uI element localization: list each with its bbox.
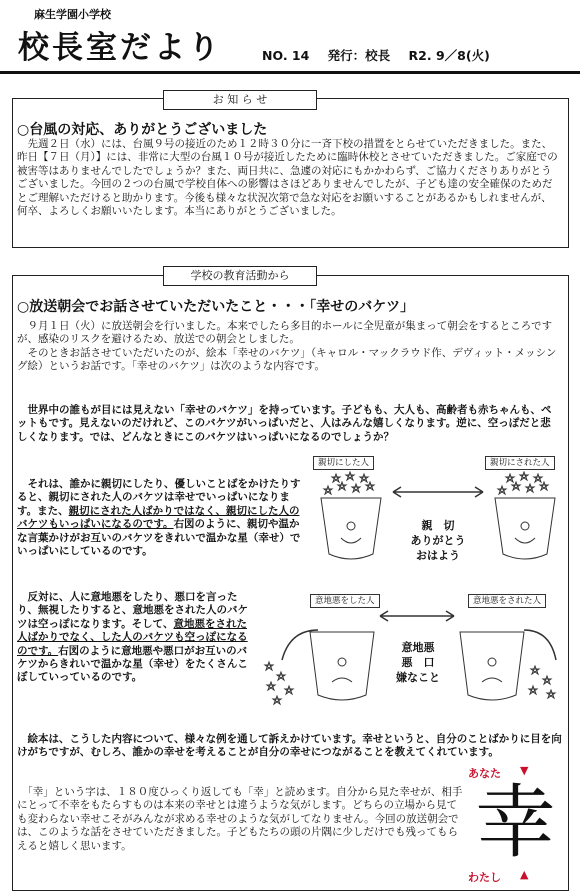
star-pile-left: [324, 472, 374, 494]
top-label: あなた: [468, 767, 501, 780]
smile-face-right: [521, 522, 529, 530]
frown-left: [332, 678, 352, 682]
activity-label: 学校の教育活動から: [163, 266, 317, 286]
notice-heading: ○台風の対応、ありがとうございました: [17, 122, 268, 138]
full-bucket-left: [321, 498, 381, 559]
story-paragraph-3: [17, 591, 257, 685]
notice-label: お 知 ら せ: [163, 90, 317, 110]
story3-text-b: 右図のように意地悪や悪口がお互いのバケツからきれいで温かな星（幸せ）をたくさんこぼしていっているのです。: [17, 644, 248, 684]
double-arrow: [393, 487, 483, 497]
closing-paragraph: 「幸」という字は、１８０度ひっくり返しても「幸」と読めます。自分から見た幸せが、相手にとって不幸をもたらすものは本来の幸せとは違うような気がします。どちらの立場から見ても変わらない幸せこそがみんなが求める幸せのような気がしてなりません。今回の放送朝会では、このような話をさせていただきました。子どもたちの頭の片隅に少しだけでも残ってもらえると嬉しく思います。: [17, 786, 463, 852]
full-bucket-right: [495, 498, 555, 559]
meanness-word-2: 悪 口: [401, 656, 435, 669]
meanness-word-3: 嫌なこと: [396, 671, 440, 684]
sad-face-left: [338, 658, 346, 666]
kanji-character: 幸: [475, 776, 556, 869]
sad-face-right: [488, 658, 496, 666]
newsletter-title: 校長室だより: [18, 30, 222, 66]
smile-face-left: [347, 522, 355, 530]
publisher: 発行：校長: [327, 48, 391, 63]
story3-text-a: 反対に、人に意地悪をしたり、悪口を言ったり、無視したりすると、意地悪をされた人のバケツは空っぽになります。そして、: [17, 591, 248, 630]
kindness-word-1: 親 切: [421, 519, 455, 532]
spilled-stars-left: [265, 662, 293, 704]
bottom-label: わたし: [468, 871, 501, 884]
activity-heading: ○放送朝会でお話させていただいたこと・・・「幸せのバケツ」: [17, 299, 415, 315]
kindness-giver-label: 親切にした人: [313, 456, 374, 470]
kindness-word-3: おはよう: [416, 549, 460, 562]
story2-underlined: 親切にされた人ばかりではなく、親切にした人のバケツもいっぱいになるのです。: [17, 504, 300, 531]
issue-info: [262, 46, 504, 64]
kindness-figure: [313, 456, 563, 582]
school-name: 麻生学園小学校: [34, 8, 111, 21]
spill-arrow-right: [524, 630, 556, 660]
meanness-receiver-label: 意地悪をされた人: [468, 594, 546, 608]
activity-intro: ９月１日（火）に放送朝会を行いました。本来でしたら多目的ホールに全児童が集まって朝会をするところですが、感染のリスクを避けるため、放送での朝会としました。 そのときお話させていただいたのが、絵本「幸せのバケツ」（キャロル・マックラウド作、デヴィット・メッシング絵）というお話です。「幸せのバケツ」は次のような内容です。: [17, 320, 557, 373]
meanness-doer-label: 意地悪をした人: [310, 594, 380, 608]
header-rule: [0, 71, 580, 74]
story3-underlined: 意地悪をされた人ばかりでなく、した人のバケツも空っぽになるのです。: [17, 617, 248, 657]
issue-number: NO. 14: [262, 48, 310, 63]
kindness-receiver-label: 親切にされた人: [485, 456, 555, 470]
story2-text-a: それは、誰かに親切にしたり、優しいことばをかけたりすると、親切にされた人のバケツは幸せでいっぱいになります。また、: [17, 478, 301, 517]
kanji-figure: [468, 765, 563, 885]
kindness-word-2: ありがとう: [410, 534, 466, 547]
down-arrow-icon: ▼: [520, 764, 529, 777]
meanness-words: [378, 640, 458, 685]
smile-left: [341, 538, 361, 543]
story-paragraph-1: 世界中の誰もが目には見えない「幸せのバケツ」を持っています。子どもも、大人も、高齢者も赤ちゃんも、ペットもです。見えないのだけれど、このバケツがいっぱいだと、人はみんな嬉しくなります。逆に、空っぽだと悲しくなります。では、どんなときにこのバケツはいっぱいになるのでしょうか？: [17, 404, 552, 443]
issue-date: R2. 9／8(火): [408, 48, 490, 63]
up-arrow-icon: ▲: [520, 868, 529, 881]
notice-body: 先週２日（水）には、台風９号の接近のため１２時３０分に一斉下校の措置をとらせていただきました。また、昨日【７日（月）】には、非常に大型の台風１０号が接近したために臨時休校とさせていただきました。ご家庭での被害等はありませんでしたでしょうか？また、両日共に、急遽の対応にもかかわらず、ご協力くださりありがとうございました。今回の２つの台風で学校自体への影響はさほどありませんでしたが、子ども達の安全確保のためだとご理解いただけると助かります。今後も様々な状況次第で急な対応をお願いすることがあるかもしれませんが、何卒、よろしくお願いいたします。本当にありがとうございました。: [17, 138, 558, 218]
meanness-word-1: 意地悪: [401, 641, 435, 654]
star-pile-right: [498, 472, 548, 494]
frown-right: [482, 678, 502, 682]
double-arrow: [380, 611, 454, 621]
conclusion-paragraph: 絵本は、こうした内容について、様々な例を通して訴えかけています。幸せというと、自分のことばかりに目を向けがちですが、むしろ、誰かの幸せを考えることが自分の幸せにつながることを教えてくれています。: [17, 733, 562, 759]
spilled-stars-right: [529, 666, 555, 698]
story2-text-b: 右図のように、親切や温かな言葉かけがお互いのバケツをきれいで温かな星（幸せ）でいっぱいにしているのです。: [17, 518, 301, 558]
story-paragraph-2: [17, 478, 307, 558]
meanness-figure: [260, 590, 563, 715]
smile-right: [515, 538, 535, 543]
kindness-words: [393, 518, 483, 563]
